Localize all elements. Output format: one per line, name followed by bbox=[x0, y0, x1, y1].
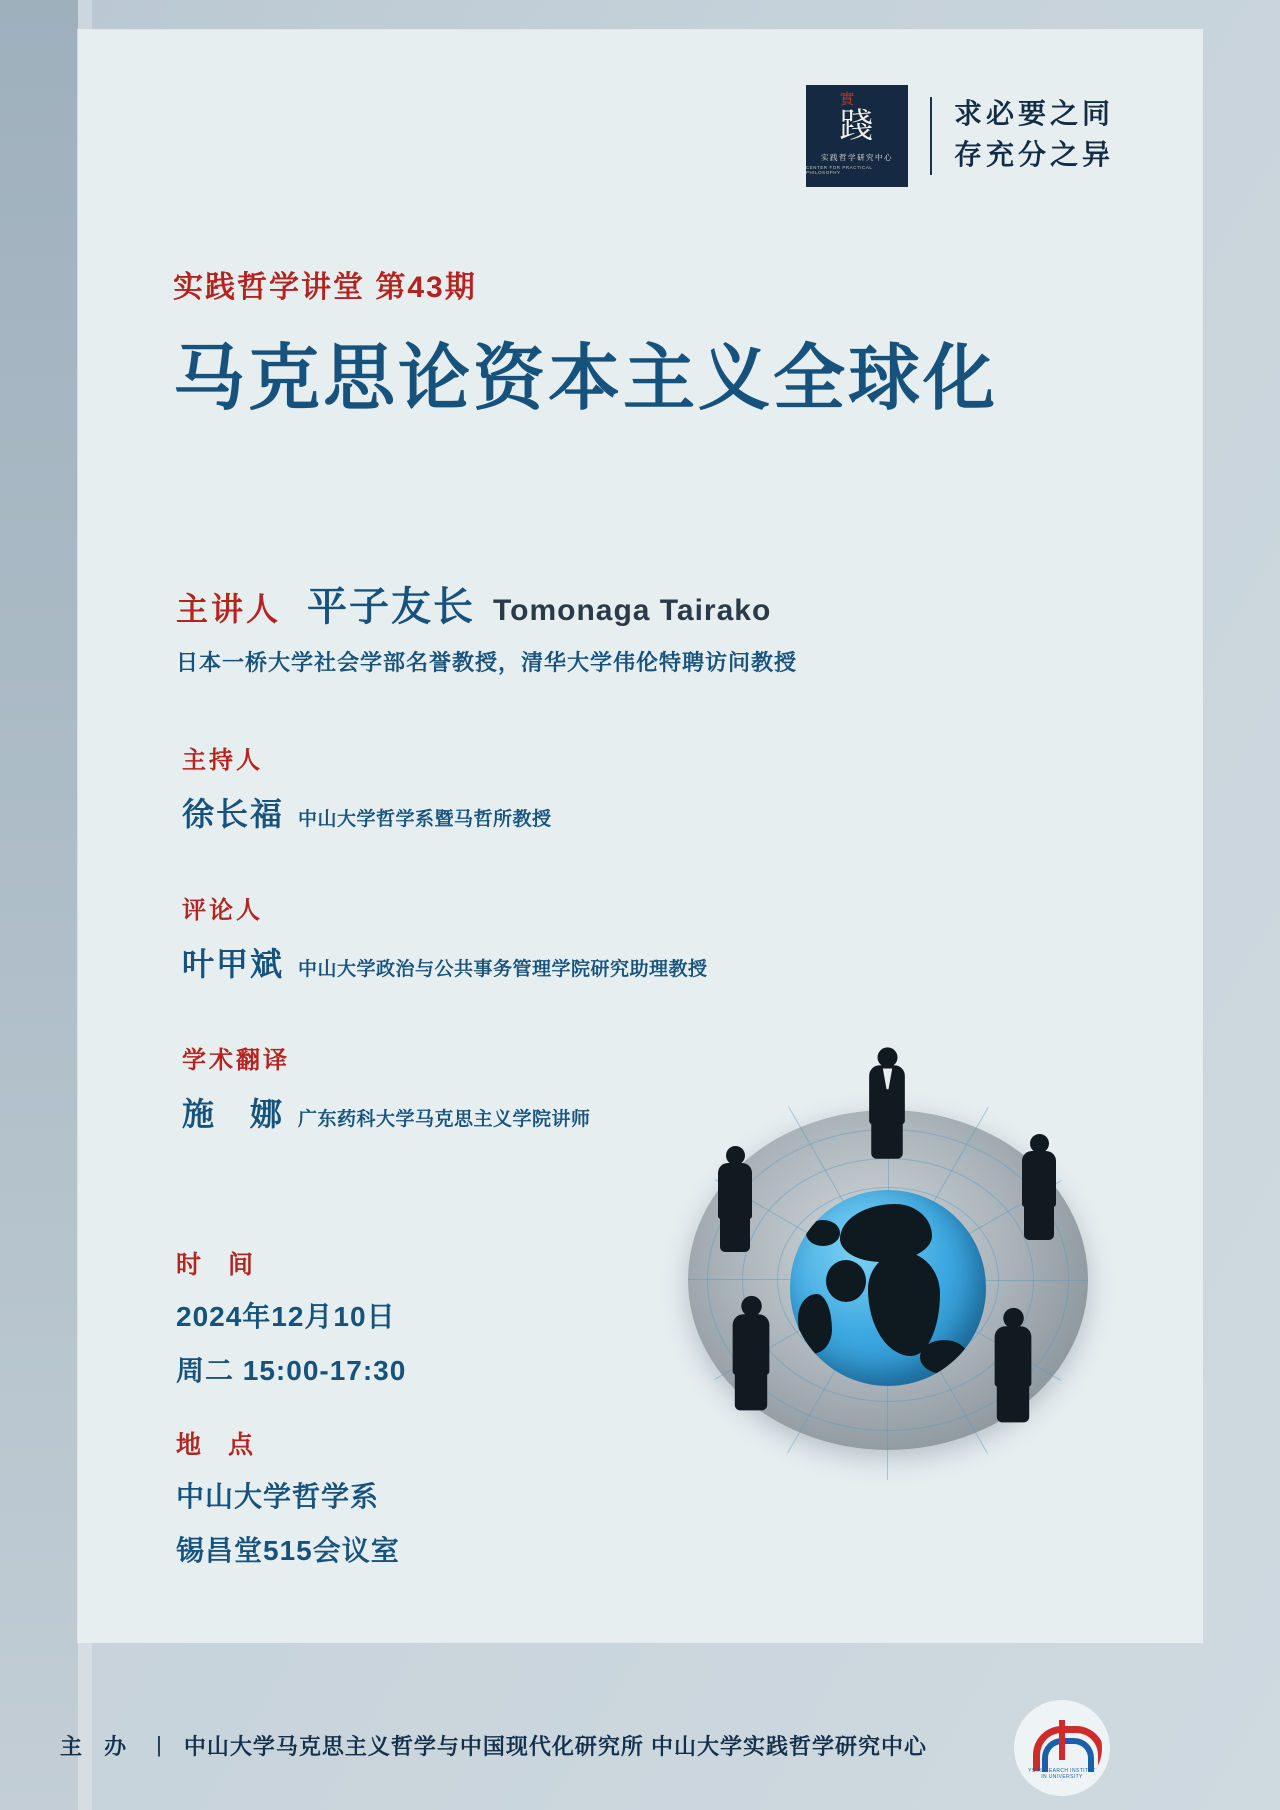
event-place-block bbox=[176, 1425, 400, 1569]
silhouette-body bbox=[995, 1326, 1032, 1386]
person-silhouette-icon bbox=[988, 1308, 1038, 1420]
event-time-block bbox=[176, 1245, 406, 1389]
time-range: 周二 15:00-17:30 bbox=[176, 1355, 407, 1386]
seal-main-glyph: 踐 bbox=[839, 108, 875, 145]
speaker-block bbox=[176, 575, 797, 677]
landmass-shape bbox=[806, 1220, 840, 1246]
place-label: 地 点 bbox=[176, 1431, 263, 1459]
person-silhouette-icon bbox=[1016, 1134, 1062, 1238]
translator-role-label: 学术翻译 bbox=[182, 1047, 290, 1074]
place-line-1: 中山大学哲学系 bbox=[176, 1481, 380, 1512]
translator-name: 施 娜 bbox=[182, 1096, 285, 1132]
host-role-label: 主持人 bbox=[182, 747, 263, 774]
translator-line bbox=[182, 1089, 591, 1135]
silhouette-legs bbox=[871, 1121, 903, 1159]
commentator-affiliation: 中山大学政治与公共事务管理学院研究助理教授 bbox=[298, 959, 708, 980]
logo-org-name-cn: 实践哲学研究中心 bbox=[820, 153, 893, 162]
time-date: 2024年12月10日 bbox=[176, 1301, 396, 1332]
footer-organizer-label: 主 办 bbox=[60, 1733, 135, 1759]
commentator-line bbox=[182, 939, 708, 985]
institute-logo-text: SYS RESEARCH INSTITUTE IN UNIVERSITY bbox=[1024, 1768, 1100, 1780]
place-line-2: 锡昌堂515会议室 bbox=[176, 1535, 400, 1566]
brand-logo-row bbox=[806, 85, 1114, 187]
slogan-line-2: 存充分之异 bbox=[953, 140, 1114, 171]
landmass-shape bbox=[868, 1252, 940, 1356]
logo-arc-blue-icon bbox=[1042, 1738, 1094, 1772]
landmass-shape bbox=[826, 1260, 866, 1302]
logo-bar-icon bbox=[1059, 1720, 1065, 1760]
silhouette-legs bbox=[997, 1383, 1029, 1422]
person-silhouette-icon bbox=[863, 1047, 911, 1156]
silhouette-legs bbox=[735, 1371, 767, 1410]
host-line bbox=[182, 789, 552, 835]
person-commentator bbox=[182, 890, 708, 985]
logo-divider bbox=[930, 97, 932, 175]
speaker-name-en: Tomonaga Tairako bbox=[493, 594, 772, 627]
person-host bbox=[182, 740, 552, 835]
host-affiliation: 中山大学哲学系暨马哲所教授 bbox=[298, 809, 552, 830]
slogan-line-1: 求必要之同 bbox=[953, 99, 1114, 131]
landmass-shape bbox=[798, 1294, 832, 1354]
earth-globe-icon bbox=[790, 1190, 986, 1386]
seal-glyph bbox=[839, 93, 874, 144]
series-label: 实践哲学讲堂 第43期 bbox=[173, 271, 477, 304]
left-decorative-band bbox=[0, 0, 78, 1810]
logo-org-name-en: CENTER FOR PRACTICAL PHILOSOPHY bbox=[805, 165, 873, 175]
silhouette-body bbox=[733, 1314, 770, 1374]
commentator-role-label: 评论人 bbox=[182, 897, 263, 924]
globalization-illustration bbox=[668, 1050, 1108, 1520]
silhouette-body bbox=[718, 1163, 752, 1219]
footer-separator: | bbox=[156, 1732, 162, 1757]
silhouette-legs bbox=[1024, 1204, 1054, 1240]
brand-slogan bbox=[954, 95, 1114, 176]
commentator-name: 叶甲斌 bbox=[182, 946, 285, 982]
poster-card bbox=[78, 30, 1202, 1642]
speaker-affiliation: 日本一桥大学社会学部名誉教授，清华大学伟伦特聘访问教授 bbox=[176, 650, 798, 675]
center-seal-logo bbox=[806, 85, 908, 187]
person-silhouette-icon bbox=[712, 1146, 758, 1250]
landmass-shape bbox=[840, 1204, 932, 1262]
speaker-name-cn: 平子友长 bbox=[307, 585, 476, 629]
host-name: 徐长福 bbox=[182, 796, 285, 832]
institute-logo bbox=[1014, 1700, 1110, 1796]
institute-logo-inner bbox=[1022, 1708, 1102, 1788]
silhouette-body bbox=[1022, 1151, 1056, 1207]
seal-top-glyph: 實 bbox=[839, 92, 856, 108]
speaker-role-label: 主讲人 bbox=[176, 591, 282, 627]
page-title: 马克思论资本主义全球化 bbox=[173, 339, 999, 419]
time-label: 时 间 bbox=[176, 1251, 263, 1279]
footer-organizers: 中山大学马克思主义哲学与中国现代化研究所 中山大学实践哲学研究中心 bbox=[183, 1733, 927, 1759]
translator-affiliation: 广东药科大学马克思主义学院讲师 bbox=[298, 1109, 591, 1130]
person-silhouette-icon bbox=[726, 1296, 776, 1408]
person-translator bbox=[182, 1040, 591, 1135]
speaker-line bbox=[176, 575, 797, 632]
silhouette-legs bbox=[720, 1216, 750, 1252]
landmass-shape bbox=[920, 1340, 968, 1374]
footer bbox=[0, 1680, 1280, 1810]
